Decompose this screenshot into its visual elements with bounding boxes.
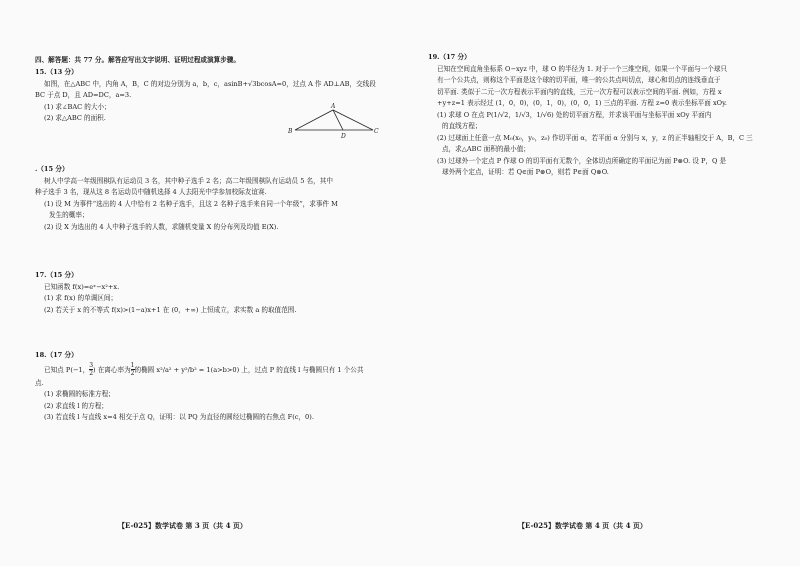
q18-head: 18.（17 分） bbox=[35, 351, 78, 359]
q18-part: (2) 求直线 l 的方程； bbox=[44, 401, 108, 410]
q19-part: 球外两个定点，证明：若 Q∈面 P⊗O，则若 P∈面 Q⊗O. bbox=[442, 168, 609, 176]
segment-ad bbox=[333, 110, 343, 130]
triangle-figure bbox=[285, 100, 380, 140]
q19-line: +y+z=1 表示经过 (1，0，0)，(0，1，0)，(0，0，1) 三点的平面. 方程 z=0 表示坐标平面 xOy. bbox=[437, 99, 728, 107]
q17-part: (2) 若关于 x 的不等式 f(x)>(1−a)x+1 在 (0，+∞) 上恒成立，求实数 a 的取值范围. bbox=[44, 305, 297, 314]
question-18 bbox=[35, 350, 363, 424]
q19-head: 19.（17 分） bbox=[428, 53, 471, 61]
question-17 bbox=[35, 270, 296, 316]
q19-part: (2) 过球面上任意一点 M₀(x₀，y₀，z₀) 作切平面 α，若平面 α 分别与 x，y，z 的正半轴相交于 A，B，C 三 bbox=[437, 133, 753, 142]
q16-part: 发生的概率； bbox=[49, 211, 89, 219]
q15-line: BC 于点 D，且 AD=DC，a=3. bbox=[35, 91, 132, 99]
q17-part: (1) 求 f(x) 的单调区间； bbox=[44, 294, 118, 302]
page-footer: 【E-025】数学试卷 第 4 页（共 4 页） bbox=[518, 521, 647, 530]
fraction: $\frac{1}{2}$ bbox=[130, 362, 135, 377]
q18-line: 点. bbox=[35, 378, 44, 387]
q19-line: 已知在空间直角坐标系 O−xyz 中，球 O 的半径为 1. 对于一个三维空间，如果一个平面与一个球只 bbox=[437, 64, 728, 73]
label-b: B bbox=[288, 128, 293, 135]
q19-part: (1) 求球 O 在点 P(1/√2，1/√3，1/√6) 处的切平面方程，并求该平面与坐标平面 xOy 平面内 bbox=[437, 110, 712, 119]
question-16 bbox=[35, 164, 338, 233]
section-heading: 四、解答题：共 77 分。解答应写出文字说明、证明过程或演算步骤。 bbox=[35, 56, 240, 64]
fraction: $\frac{3}{2}$ bbox=[89, 362, 94, 377]
question-19 bbox=[428, 52, 753, 179]
q16-part: (1) 设 M 为事件“选出的 4 人中恰有 2 名种子选手，且这 2 名种子选手来自同一个年级”，求事件 M bbox=[44, 199, 338, 208]
q19-part: (3) 过球外一个定点 P 作球 O 的切平面有无数个，全体切点所确定的平面记为面 P⊗O. 设 P，Q 是 bbox=[437, 156, 727, 165]
q18-part: (1) 求椭圆的标准方程； bbox=[44, 390, 115, 398]
q18-line1c: 的椭圆 x²/a² + y²/b² = 1(a>b>0) 上，过点 P 的直线 l 与椭圆只有 1 个公共 bbox=[134, 365, 364, 374]
q15-head: 15.（13 分） bbox=[35, 68, 78, 76]
q19-part: 点，求△ABC 面积的最小值； bbox=[442, 145, 530, 153]
q15-part: (2) 求△ABC 的面积. bbox=[44, 114, 106, 122]
q16-line: 树人中学高一年级围棋队有运动员 3 名，其中种子选手 2 名；高二年级围棋队有运动员 5 名，其中 bbox=[44, 176, 333, 185]
q19-line: 切平面. 类似于二元一次方程表示平面内的直线，三元一次方程可以表示空间的平面. 例如，方程 x bbox=[437, 87, 722, 96]
triangle-abc bbox=[295, 110, 373, 130]
right-page bbox=[400, 0, 800, 566]
section-heading-block bbox=[35, 55, 240, 67]
q18-line1a: 已知点 P(−1， bbox=[44, 365, 90, 374]
q16-line: 种子选手 3 名，现从这 8 名运动员中随机选择 4 人去阳光中学参加校际友谊赛. bbox=[35, 188, 267, 196]
q17-head: 17.（15 分） bbox=[35, 271, 78, 279]
page-footer: 【E-025】数学试卷 第 3 页（共 4 页） bbox=[118, 521, 247, 530]
q19-line: 有一个公共点，则称这个平面是这个球的切平面，唯一的公共点叫切点，球心和切点的连线垂直于 bbox=[437, 76, 721, 84]
q18-line1b: ) 在离心率为 bbox=[93, 365, 131, 374]
q18-line bbox=[35, 362, 363, 378]
q16-part: (2) 设 X 为选出的 4 人中种子选手的人数，求随机变量 X 的分布列及均值 E(X). bbox=[44, 222, 279, 231]
q16-head: .（15 分） bbox=[35, 165, 69, 173]
q15-line: 如图，在△ABC 中，内角 A，B，C 的对边分别为 a，b，c，asinB+√3bcosA=0，过点 A 作 AD⊥AB，交线段 bbox=[44, 79, 376, 88]
q19-part: 的直线方程； bbox=[442, 122, 482, 130]
q15-part: (1) 求∠BAC 的大小； bbox=[44, 102, 111, 111]
label-d: D bbox=[341, 133, 346, 140]
label-a: A bbox=[331, 103, 336, 110]
q17-line: 已知函数 f(x)=eˣ−x²+x. bbox=[44, 282, 120, 291]
q18-part: (3) 若直线 l 与直线 x=4 相交于点 Q，证明：以 PQ 为直径的圆经过椭圆的右焦点 F(c，0). bbox=[44, 413, 314, 421]
label-c: C bbox=[374, 128, 379, 135]
